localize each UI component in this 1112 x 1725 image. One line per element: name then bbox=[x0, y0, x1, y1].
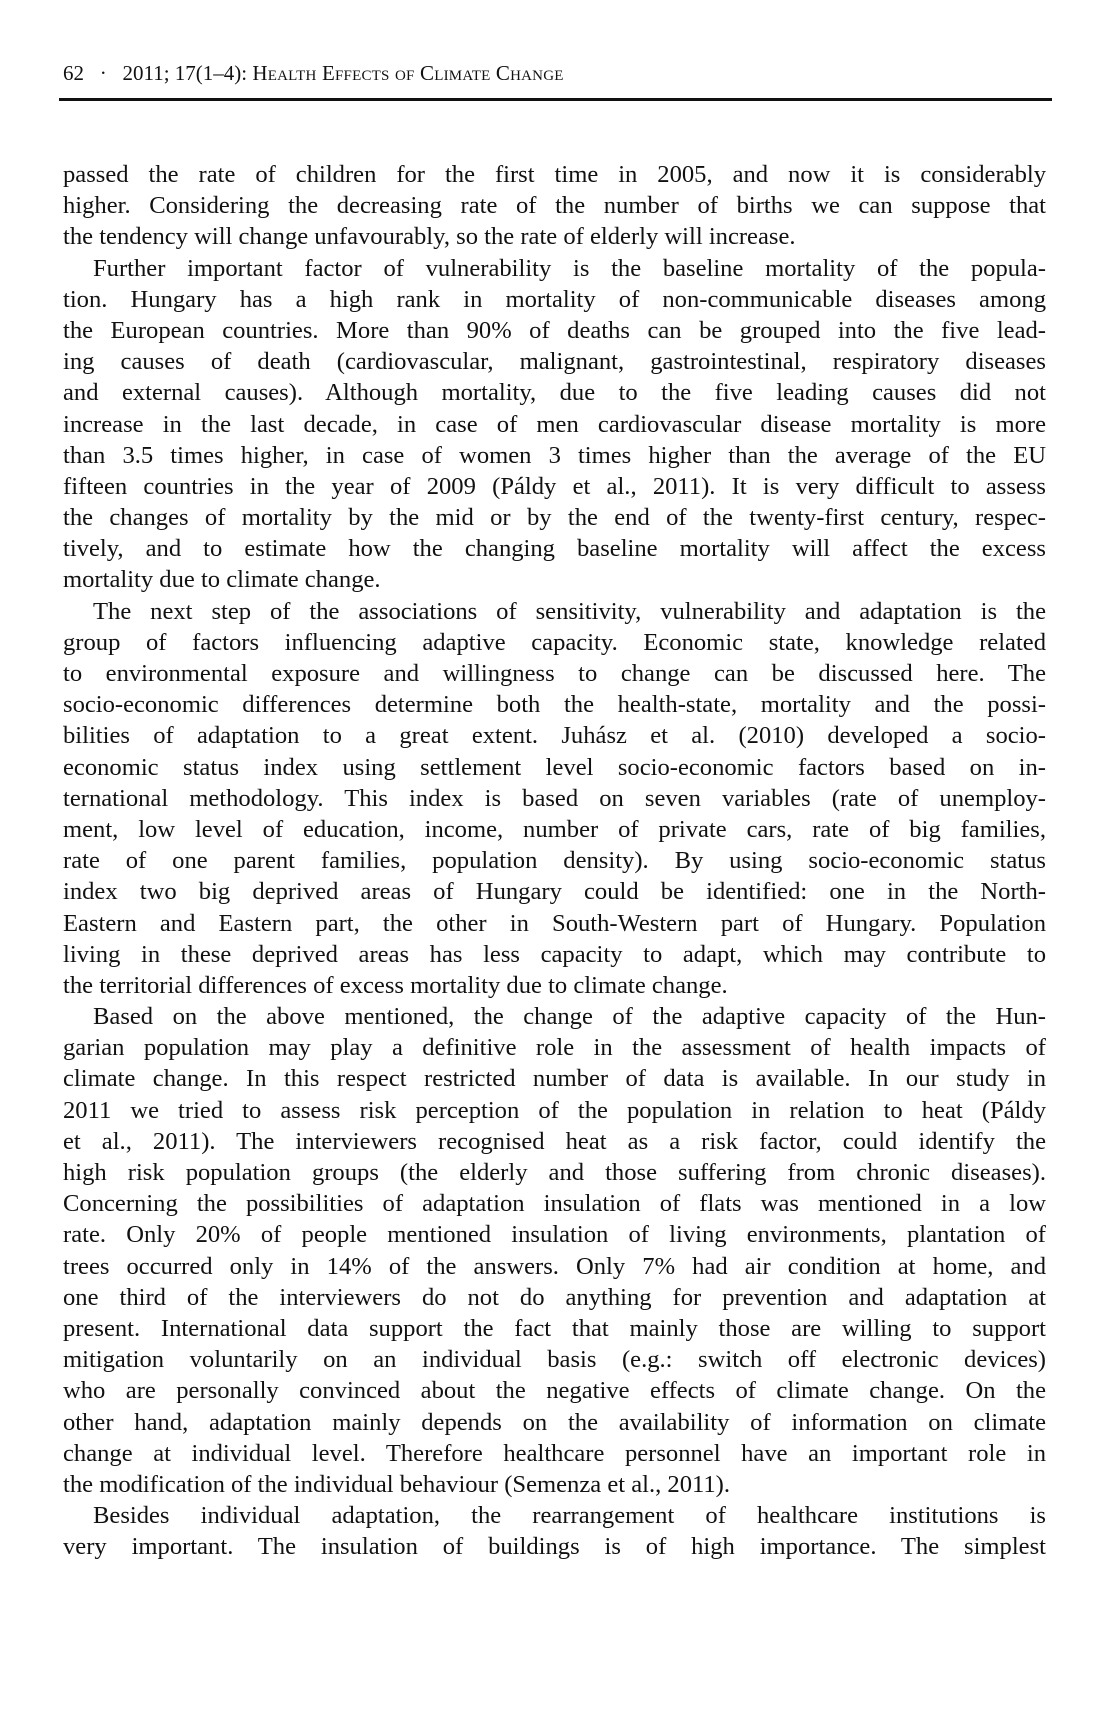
text-line: higher. Considering the decreasing rate of the number of births we can suppose that bbox=[63, 192, 1046, 220]
issue-info: 2011; 17(1–4): bbox=[122, 61, 248, 85]
text-line: et al., 2011). The interviewers recognised heat as a risk factor, could identify the bbox=[63, 1127, 1046, 1155]
paragraph bbox=[63, 596, 1046, 1001]
text-line: living in these deprived areas has less capacity to adapt, which may contribute to bbox=[63, 940, 1046, 968]
text-line: garian population may play a definitive role in the assessment of health impacts of bbox=[63, 1034, 1046, 1062]
text-line: 2011 we tried to assess risk perception of the population in relation to heat (Páldy bbox=[63, 1096, 1046, 1124]
text-line: tion. Hungary has a high rank in mortality of non-communicable diseases among bbox=[63, 285, 1046, 313]
section-title: Health Effects of Climate Change bbox=[252, 61, 564, 85]
text-line: mitigation voluntarily on an individual basis (e.g.: switch off electronic devices) bbox=[63, 1346, 1046, 1374]
text-line: socio-economic differences determine both the health-state, mortality and the possi- bbox=[63, 691, 1046, 719]
text-line: Concerning the possibilities of adaptation insulation of flats was mentioned in a low bbox=[63, 1190, 1046, 1218]
text-line: mortality due to climate change. bbox=[63, 566, 381, 594]
body-text bbox=[63, 159, 1046, 1562]
text-line: ing causes of death (cardiovascular, malignant, gastrointestinal, respiratory diseases bbox=[63, 348, 1046, 376]
text-line: trees occurred only in 14% of the answers. Only 7% had air condition at home, and bbox=[63, 1252, 1046, 1280]
text-line: to environmental exposure and willingness to change can be discussed here. The bbox=[63, 660, 1046, 687]
paragraph bbox=[63, 253, 1046, 596]
text-line: the tendency will change unfavourably, so the rate of elderly will increase. bbox=[63, 223, 796, 251]
text-line: increase in the last decade, in case of men cardiovascular disease mortality is more bbox=[63, 410, 1046, 438]
text-line: very important. The insulation of buildings is of high importance. The simplest bbox=[63, 1533, 1046, 1561]
text-line: than 3.5 times higher, in case of women 3 times higher than the average of the EU bbox=[63, 441, 1046, 469]
text-line: the changes of mortality by the mid or by the end of the twenty-first century, respec- bbox=[63, 504, 1046, 532]
text-line: one third of the interviewers do not do anything for prevention and adaptation at bbox=[63, 1283, 1046, 1311]
text-line: Besides individual adaptation, the rearrangement of healthcare institutions is bbox=[93, 1502, 1046, 1530]
paragraph bbox=[63, 1001, 1046, 1500]
text-line: index two big deprived areas of Hungary could be identified: one in the North- bbox=[63, 878, 1046, 906]
text-line: Based on the above mentioned, the change of the adaptive capacity of the Hun- bbox=[93, 1003, 1046, 1031]
text-line: climate change. In this respect restricted number of data is available. In our study in bbox=[63, 1065, 1046, 1093]
text-line: rate. Only 20% of people mentioned insulation of living environments, plantation of bbox=[63, 1221, 1046, 1249]
text-line: rate of one parent families, population density). By using socio-economic status bbox=[63, 847, 1046, 875]
paragraph bbox=[63, 1500, 1046, 1562]
text-line: the European countries. More than 90% of deaths can be grouped into the five lead- bbox=[63, 316, 1046, 344]
text-line: Eastern and Eastern part, the other in South-Western part of Hungary. Population bbox=[63, 909, 1046, 937]
running-header bbox=[63, 60, 1053, 86]
text-line: ternational methodology. This index is based on seven variables (rate of unemploy- bbox=[63, 784, 1046, 812]
paragraph bbox=[63, 159, 1046, 253]
text-line: the modification of the individual behaviour (Semenza et al., 2011). bbox=[63, 1470, 731, 1498]
text-line: passed the rate of children for the first time in 2005, and now it is considerably bbox=[63, 161, 1046, 188]
page-number: 62 bbox=[63, 61, 84, 85]
text-line: tively, and to estimate how the changing baseline mortality will affect the excess bbox=[63, 535, 1046, 563]
text-line: group of factors influencing adaptive capacity. Economic state, knowledge related bbox=[63, 628, 1046, 656]
text-line: ment, low level of education, income, number of private cars, rate of big families, bbox=[63, 815, 1046, 843]
text-line: The next step of the associations of sensitivity, vulnerability and adaptation is the bbox=[93, 597, 1046, 625]
text-line: bilities of adaptation to a great extent. Juhász et al. (2010) developed a socio- bbox=[63, 722, 1046, 750]
header-rule bbox=[59, 98, 1052, 101]
text-line: high risk population groups (the elderly and those suffering from chronic diseases). bbox=[63, 1159, 1046, 1186]
header-separator: · bbox=[99, 61, 107, 85]
text-line: change at individual level. Therefore healthcare personnel have an important role in bbox=[63, 1439, 1046, 1467]
text-line: economic status index using settlement level socio-economic factors based on in- bbox=[63, 753, 1046, 781]
text-line: and external causes). Although mortality, due to the five leading causes did not bbox=[63, 379, 1046, 407]
text-line: who are personally convinced about the negative effects of climate change. On the bbox=[63, 1377, 1046, 1405]
text-line: Further important factor of vulnerability is the baseline mortality of the popula- bbox=[93, 254, 1046, 282]
text-line: present. International data support the fact that mainly those are willing to support bbox=[63, 1314, 1046, 1342]
text-line: the territorial differences of excess mortality due to climate change. bbox=[63, 971, 728, 999]
text-line: fifteen countries in the year of 2009 (Páldy et al., 2011). It is very difficult to assess bbox=[63, 472, 1046, 500]
text-line: other hand, adaptation mainly depends on the availability of information on climate bbox=[63, 1408, 1046, 1436]
